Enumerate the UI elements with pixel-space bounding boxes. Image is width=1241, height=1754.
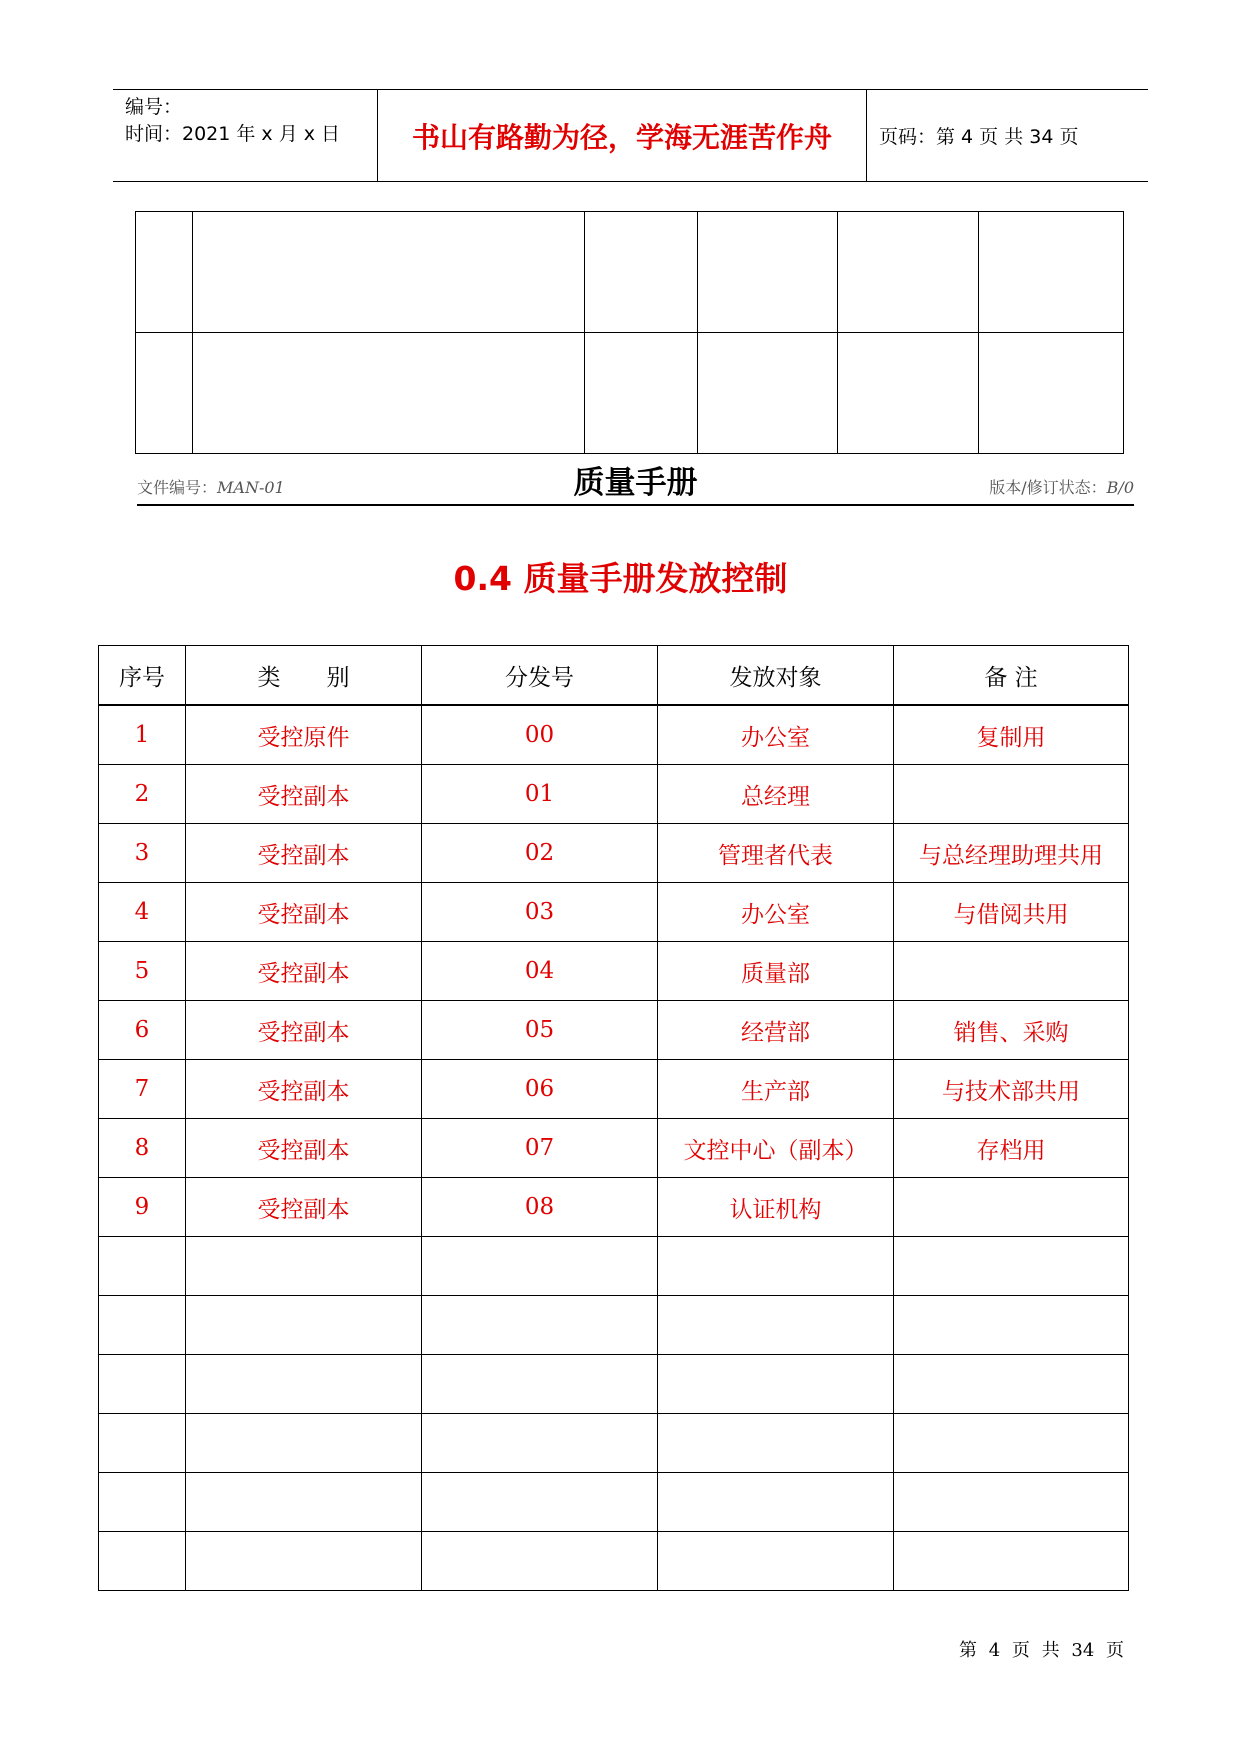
cell-recipient: 文控中心（副本） <box>658 1119 894 1178</box>
table-row <box>99 1001 1129 1060</box>
distribution-table-body <box>99 705 1129 1591</box>
document-version-label: 版本/修订状态： <box>989 478 1107 497</box>
cell-category: 受控副本 <box>186 765 422 824</box>
cell-dist-no <box>422 1355 658 1414</box>
table-cell <box>193 333 585 454</box>
document-version <box>989 475 1134 498</box>
cell-remarks <box>894 942 1129 1001</box>
cell-remarks <box>894 1473 1129 1532</box>
table-row <box>99 1296 1129 1355</box>
cell-remarks <box>894 765 1129 824</box>
table-row <box>99 1178 1129 1237</box>
table-row <box>99 1532 1129 1591</box>
cell-recipient: 经营部 <box>658 1001 894 1060</box>
cell-remarks <box>894 1178 1129 1237</box>
column-header-seq: 序号 <box>99 646 186 706</box>
cell-seq: 6 <box>99 1001 186 1060</box>
table-cell <box>585 333 698 454</box>
table-cell <box>838 212 979 333</box>
cell-category: 受控副本 <box>186 883 422 942</box>
cell-seq: 2 <box>99 765 186 824</box>
cell-dist-no: 03 <box>422 883 658 942</box>
page-header <box>113 89 1148 182</box>
cell-remarks: 与借阅共用 <box>894 883 1129 942</box>
cell-category: 受控副本 <box>186 1060 422 1119</box>
cell-category: 受控副本 <box>186 1119 422 1178</box>
cell-category <box>186 1473 422 1532</box>
cell-seq: 3 <box>99 824 186 883</box>
column-header-category: 类 别 <box>186 646 422 706</box>
cell-seq: 9 <box>99 1178 186 1237</box>
column-header-remarks: 备 注 <box>894 646 1129 706</box>
column-header-recipient: 发放对象 <box>658 646 894 706</box>
table-row <box>99 1414 1129 1473</box>
cell-recipient: 管理者代表 <box>658 824 894 883</box>
cell-recipient <box>658 1355 894 1414</box>
document-number-value: MAN-01 <box>217 478 285 497</box>
table-cell <box>698 333 838 454</box>
table-cell <box>136 333 193 454</box>
cell-dist-no <box>422 1532 658 1591</box>
table-row <box>99 942 1129 1001</box>
table-row <box>99 1060 1129 1119</box>
cell-recipient: 认证机构 <box>658 1178 894 1237</box>
cell-recipient <box>658 1296 894 1355</box>
cell-seq <box>99 1355 186 1414</box>
document-title-bar <box>137 458 1134 506</box>
document-title: 质量手册 <box>573 465 698 501</box>
table-cell <box>698 212 838 333</box>
cell-remarks: 销售、采购 <box>894 1001 1129 1060</box>
cell-dist-no: 08 <box>422 1178 658 1237</box>
cell-remarks <box>894 1237 1129 1296</box>
table-cell <box>136 212 193 333</box>
header-page-info: 页码：第 4 页 共 34 页 <box>879 126 1079 148</box>
document-number-label: 文件编号： <box>137 478 218 497</box>
cell-seq <box>99 1532 186 1591</box>
header-motto: 书山有路勤为径，学海无涯苦作舟 <box>377 90 867 181</box>
cell-remarks <box>894 1355 1129 1414</box>
cell-dist-no <box>422 1296 658 1355</box>
cell-seq: 8 <box>99 1119 186 1178</box>
cell-category <box>186 1296 422 1355</box>
cell-dist-no: 04 <box>422 942 658 1001</box>
cell-dist-no: 02 <box>422 824 658 883</box>
cell-category: 受控副本 <box>186 942 422 1001</box>
section-title: 0.4 质量手册发放控制 <box>453 559 788 598</box>
cell-remarks <box>894 1414 1129 1473</box>
cell-category <box>186 1355 422 1414</box>
cell-recipient <box>658 1532 894 1591</box>
cell-recipient <box>658 1237 894 1296</box>
table-row <box>99 1119 1129 1178</box>
cell-recipient: 总经理 <box>658 765 894 824</box>
document-version-value: B/0 <box>1106 478 1134 497</box>
cell-recipient: 办公室 <box>658 883 894 942</box>
cell-seq: 7 <box>99 1060 186 1119</box>
cell-dist-no <box>422 1473 658 1532</box>
cell-dist-no: 05 <box>422 1001 658 1060</box>
cell-category <box>186 1532 422 1591</box>
header-meta <box>113 90 377 181</box>
table-row <box>99 705 1129 765</box>
cell-remarks: 复制用 <box>894 705 1129 765</box>
table-row <box>136 212 1124 333</box>
table-row <box>136 333 1124 454</box>
table-cell <box>979 333 1124 454</box>
cell-category <box>186 1414 422 1473</box>
header-number-label: 编号： <box>125 96 183 118</box>
cell-remarks <box>894 1296 1129 1355</box>
continued-table <box>135 211 1124 454</box>
cell-remarks: 与总经理助理共用 <box>894 824 1129 883</box>
cell-dist-no: 07 <box>422 1119 658 1178</box>
cell-seq <box>99 1414 186 1473</box>
table-row <box>99 824 1129 883</box>
table-cell <box>979 212 1124 333</box>
page-footer: 第 4 页 共 34 页 <box>959 1640 1124 1661</box>
cell-category: 受控副本 <box>186 1001 422 1060</box>
cell-dist-no: 00 <box>422 705 658 765</box>
cell-seq: 1 <box>99 705 186 765</box>
cell-dist-no: 06 <box>422 1060 658 1119</box>
table-row <box>99 883 1129 942</box>
cell-seq <box>99 1473 186 1532</box>
distribution-table <box>98 645 1129 1591</box>
table-cell <box>838 333 979 454</box>
cell-seq: 4 <box>99 883 186 942</box>
cell-recipient: 生产部 <box>658 1060 894 1119</box>
column-header-dist-no: 分发号 <box>422 646 658 706</box>
cell-recipient <box>658 1473 894 1532</box>
cell-remarks: 与技术部共用 <box>894 1060 1129 1119</box>
cell-category: 受控副本 <box>186 824 422 883</box>
header-date: 时间：2021 年 x 月 x 日 <box>125 123 341 145</box>
cell-remarks: 存档用 <box>894 1119 1129 1178</box>
cell-dist-no <box>422 1414 658 1473</box>
cell-category <box>186 1237 422 1296</box>
cell-remarks <box>894 1532 1129 1591</box>
cell-dist-no: 01 <box>422 765 658 824</box>
cell-seq <box>99 1237 186 1296</box>
cell-seq <box>99 1296 186 1355</box>
table-cell <box>193 212 585 333</box>
table-row <box>99 1237 1129 1296</box>
table-row <box>99 765 1129 824</box>
cell-seq: 5 <box>99 942 186 1001</box>
cell-category: 受控副本 <box>186 1178 422 1237</box>
cell-category: 受控原件 <box>186 705 422 765</box>
cell-recipient: 办公室 <box>658 705 894 765</box>
cell-dist-no <box>422 1237 658 1296</box>
table-cell <box>585 212 698 333</box>
cell-recipient: 质量部 <box>658 942 894 1001</box>
table-row <box>99 1355 1129 1414</box>
table-row <box>99 1473 1129 1532</box>
cell-recipient <box>658 1414 894 1473</box>
table-header-row <box>99 646 1129 706</box>
